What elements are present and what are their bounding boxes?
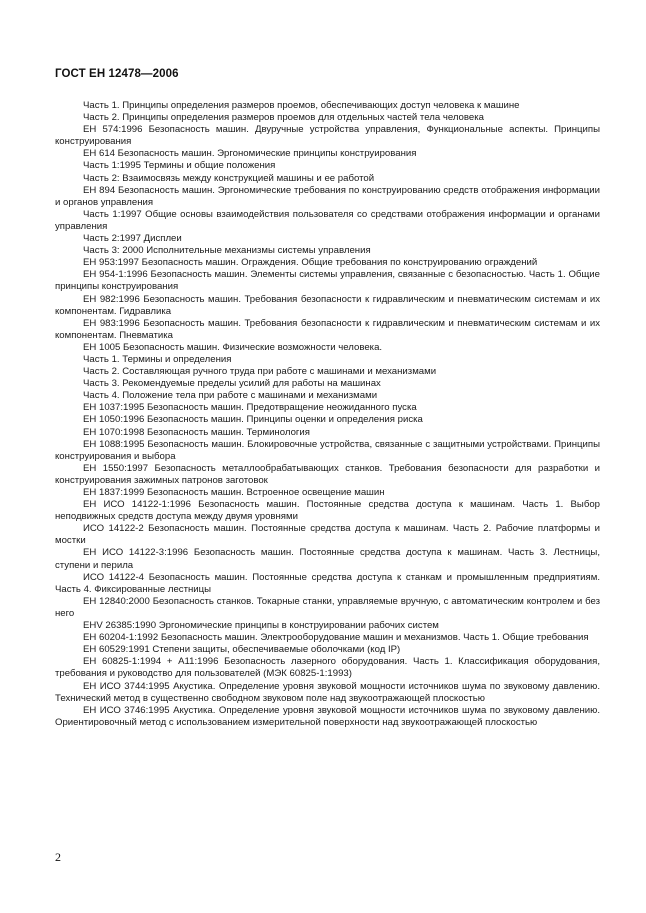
reference-paragraph: ЕН 60204-1:1992 Безопасность машин. Электрооборудование машин и механизмов. Часть 1. Общие требования [83, 632, 589, 644]
reference-paragraph: Часть 2: Взаимосвязь между конструкцией машины и ее работой [83, 172, 375, 184]
reference-paragraph: ЕН 574:1996 Безопасность машин. Двуручные устройства управления, Функциональные аспекты. Принципы конструирования [55, 124, 600, 148]
reference-paragraph: ЕН 60825-1:1994 + А11:1996 Безопасность лазерного оборудования. Часть 1. Классификация оборудования, требования и руководство для пользователей (МЭК 60825-1:1993) [55, 656, 600, 680]
reference-paragraph: ЕН ИСО 3744:1995 Акустика. Определение уровня звуковой мощности источников шума по звуковому давлению. Технический метод в существенно свободном звуковом поле над звукоотражающей плоскостью [55, 680, 600, 704]
reference-paragraph: Часть 2. Принципы определения размеров проемов для отдельных частей тела человека [83, 112, 484, 124]
reference-paragraph: Часть 3. Рекомендуемые пределы усилий для работы на машинах [83, 378, 381, 390]
reference-paragraph: ЕН 1088:1995 Безопасность машин. Блокировочные устройства, связанные с защитными устройствами. Принципы конструирования и выбора [55, 438, 600, 462]
reference-paragraph: ЕН 1550:1997 Безопасность металлообрабатывающих станков. Требования безопасности для разработки и конструирования зажимных патронов заготовок [55, 462, 600, 486]
reference-paragraph: ЕН 1837:1999 Безопасность машин. Встроенное освещение машин [83, 487, 385, 498]
reference-paragraph: ЕН 954-1:1996 Безопасность машин. Элементы системы управления, связанные с безопасностью. Часть 1. Общие принципы конструирования [55, 269, 600, 293]
reference-paragraph: ЕН ИСО 3746:1995 Акустика. Определение уровня звуковой мощности источников шума по звуковому давлению. Ориентировочный метод с использованием измерительной поверхности над звукоотражающей плоскостью [55, 704, 600, 728]
reference-paragraph: Часть 1. Термины и определения [83, 353, 232, 365]
reference-paragraph: ЕН 12840:2000 Безопасность станков. Токарные станки, управляемые вручную, с автоматическим контролем и без него [55, 595, 600, 619]
page-header-standard-code: ГОСТ ЕН 12478—2006 [55, 68, 179, 80]
reference-paragraph: ЕН 894 Безопасность машин. Эргономические требования по конструированию средств отображения информации и органов управления [55, 184, 600, 208]
reference-paragraph: ЕНV 26385:1990 Эргономические принципы в конструировании рабочих систем [83, 620, 439, 632]
reference-paragraph: Часть 3: 2000 Исполнительные механизмы системы управления [83, 245, 371, 257]
reference-paragraph: Часть 4. Положение тела при работе с машинами и механизмами [83, 390, 378, 402]
reference-paragraph: ИСО 14122-2 Безопасность машин. Постоянные средства доступа к машинам. Часть 2. Рабочие платформы и мостки [55, 523, 600, 547]
reference-paragraph: ЕН 983:1996 Безопасность машин. Требования безопасности к гидравлическим и пневматическим системам и их компонентам. Пневматика [55, 317, 600, 341]
reference-paragraph: ЕН 1037:1995 Безопасность машин. Предотвращение неожиданного пуска [83, 402, 417, 414]
reference-paragraph: ЕН 60529:1991 Степени защиты, обеспечиваемые оболочками (код IP) [83, 644, 401, 656]
reference-paragraph: ЕН 1005 Безопасность машин. Физические возможности человека. [83, 341, 383, 353]
reference-paragraph: Часть 1. Принципы определения размеров проемов, обеспечивающих доступ человека к машине [83, 100, 520, 111]
reference-paragraph: Часть 2:1997 Дисплеи [83, 233, 182, 245]
reference-paragraph: ЕН 953:1997 Безопасность машин. Ограждения. Общие требования по конструированию ограждений [83, 257, 538, 269]
reference-list [55, 100, 600, 729]
reference-paragraph: ЕН 614 Безопасность машин. Эргономические принципы конструирования [83, 148, 417, 160]
reference-paragraph: Часть 2. Составляющая ручного труда при работе с машинами и механизмами [83, 366, 437, 378]
reference-paragraph: ЕН 982:1996 Безопасность машин. Требования безопасности к гидравлическим и пневматическим системам и их компонентам. Гидравлика [55, 293, 600, 317]
reference-paragraph: Часть 1:1997 Общие основы взаимодействия пользователя со средствами отображения информации и органами управления [55, 208, 600, 232]
reference-paragraph: ИСО 14122-4 Безопасность машин. Постоянные средства доступа к станкам и промышленным предприятиям. Часть 4. Фиксированные лестницы [55, 571, 600, 595]
reference-paragraph: Часть 1:1995 Термины и общие положения [83, 160, 276, 172]
reference-paragraph: ЕН 1050:1996 Безопасность машин. Принципы оценки и определения риска [83, 414, 423, 426]
page-number: 2 [55, 850, 61, 864]
reference-paragraph: ЕН ИСО 14122-1:1996 Безопасность машин. Постоянные средства доступа к машинам. Часть 1. Выбор неподвижных средств доступа между двумя уровнями [55, 499, 600, 523]
reference-paragraph: ЕН ИСО 14122-3:1996 Безопасность машин. Постоянные средства доступа к машинам. Часть 3. Лестницы, ступени и перила [55, 547, 600, 571]
reference-paragraph: ЕН 1070:1998 Безопасность машин. Терминология [83, 426, 310, 438]
